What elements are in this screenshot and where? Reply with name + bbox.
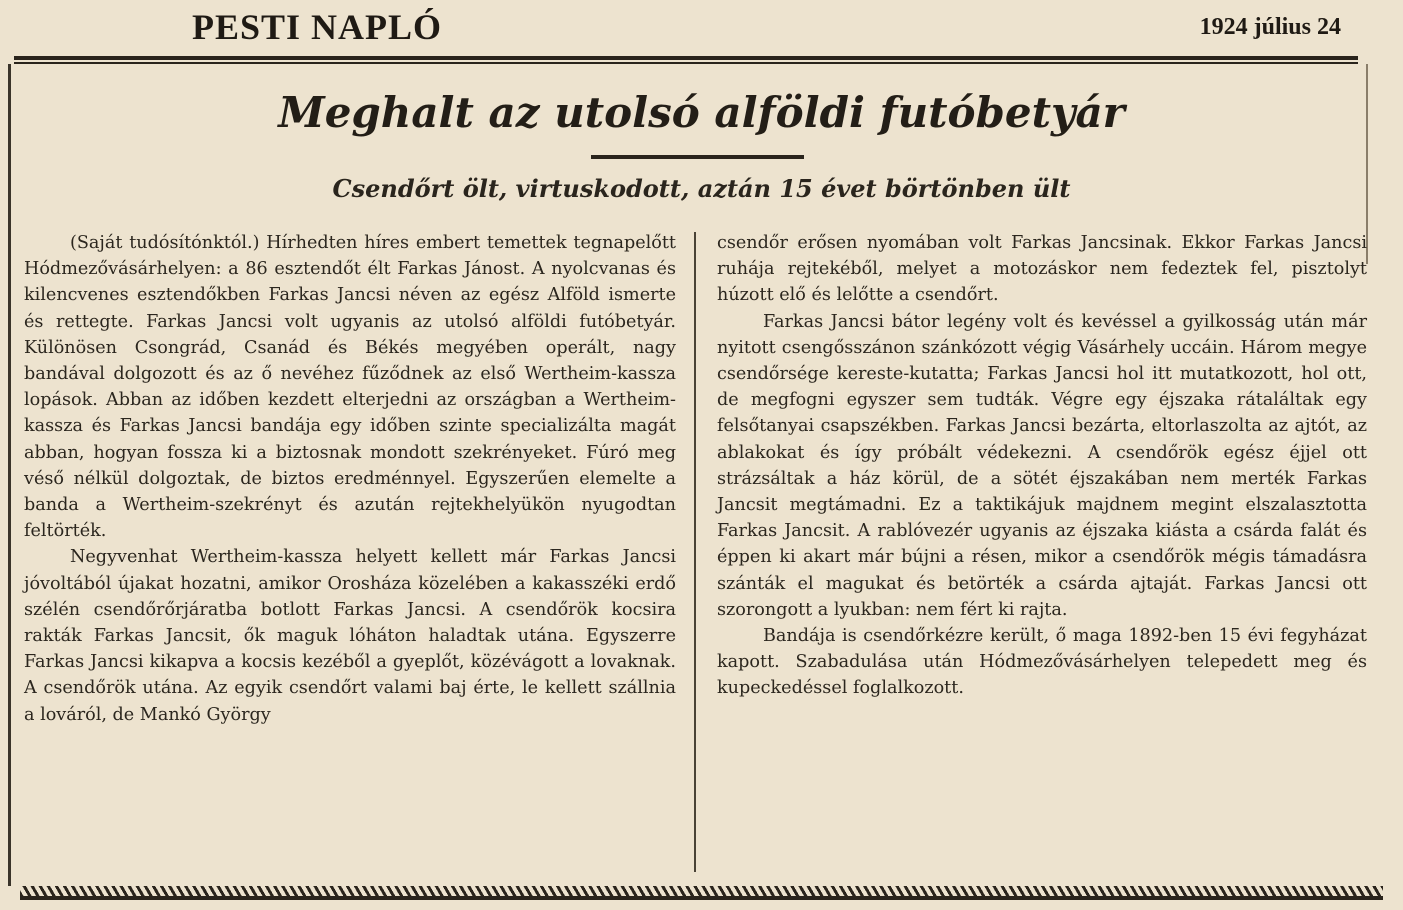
headline: Meghalt az utolsó alföldi futóbetyár [278, 88, 1125, 137]
top-rule [14, 56, 1358, 60]
paragraph: Negyvenhat Wertheim-kassza helyett kellett már Farkas Jancsi jóvoltából újakat hozatni, amikor Orosháza közelében a kakasszéki erdő szélén csendőrőrjáratba botlott Farkas Jancsi. A csendőrök kocsira rakták Farkas Jancsit, ők maguk lóháton haladtak utána. Egyszerre Farkas Jancsi kikapva a kocsis kezéből a gyeplőt, közévágott a lovaknak. A csendőrök utána. Az egyik csendőrt valami baj érte, le kellett szállnia a lováról, de Mankó György [24, 547, 676, 725]
paragraph: csendőr erősen nyomában volt Farkas Jancsinak. Ekkor Farkas Jancsi ruhája rejtekéből, melyet a motozáskor nem fedeztek fel, pisztolyt húzott elő és lelőtte a csendőrt. [717, 233, 1367, 306]
masthead: PESTI NAPLÓ [192, 7, 443, 47]
paragraph: (Saját tudósítónktól.) Hírhedten híres embert temettek tegnapelőtt Hódmezővásárhelyen: a 86 esztendőt élt Farkas Jánost. A nyolcvanas és kilencvenes esztendőkben Farkas Jancsi néven az egész Alföld ismerte és rettegte. Farkas Jancsi volt ugyanis az utolsó alföldi futóbetyár. Különösen Csongrád, Csanád és Békés megyében operált, nagy bandával dolgozott és az ő nevéhez fűződnek az első Wertheim-kassza lopások. Abban az időben kezdett elterjedni az országban a Wertheim-kassza és Farkas Jancsi bandája egy időben szinte specializálta magát abban, hogyan fossza ki a biztosnak mondott szekrényeket. Fúró meg véső nélkül dolgoztak, de biztos eredménnyel. Egyszerűen elemelte a banda a Wertheim-szekrényt és azután rejtekhelyükön nyugodtan feltörték. [24, 233, 676, 542]
subheadline: Csendőrt ölt, virtuskodott, aztán 15 évet börtönben ült [332, 174, 1071, 203]
paragraph: Bandája is csendőrkézre került, ő maga 1892-ben 15 évi fegyházat kapott. Szabadulása után Hódmezővásárhelyen telepedett meg és kupeckedéssel foglalkozott. [717, 626, 1367, 699]
column-2 [717, 230, 1367, 702]
headline-rule [591, 155, 804, 159]
column-divider [694, 232, 696, 872]
bottom-ornament-rule [20, 886, 1383, 896]
column-1 [24, 230, 676, 728]
bottom-rule [20, 896, 1383, 900]
date: 1924 július 24 [1199, 14, 1341, 40]
top-rule-thin [14, 62, 1358, 64]
paragraph: Farkas Jancsi bátor legény volt és kevéssel a gyilkosság után már nyitott csengősszánon szánkózott végig Vásárhely uccáin. Három megye csendőrsége kereste-kutatta; Farkas Jancsi hol itt mutatkozott, hol ott, de megfogni egyszer sem tudták. Végre egy éjszaka rátaláltak egy felsőtanyai csapszékben. Farkas Jancsi bezárta, eltorlaszolta az ajtót, az ablakokat és így próbált védekezni. A csendőrök egész éjjel ott strázsáltak a ház körül, de a sötét éjszakában nem merték Farkas Jancsit megtámadni. Ez a taktikájuk majdnem megint elszalasztotta Farkas Jancsit. A rablóvezér ugyanis az éjszaka kiásta a csárda falát és éppen ki akart már bújni a résen, mikor a csendőrök mégis támadásra szánták el magukat és betörték a csárda ajtaját. Farkas Jancsi ott szorongott a lyukban: nem fért ki rajta. [717, 311, 1367, 620]
